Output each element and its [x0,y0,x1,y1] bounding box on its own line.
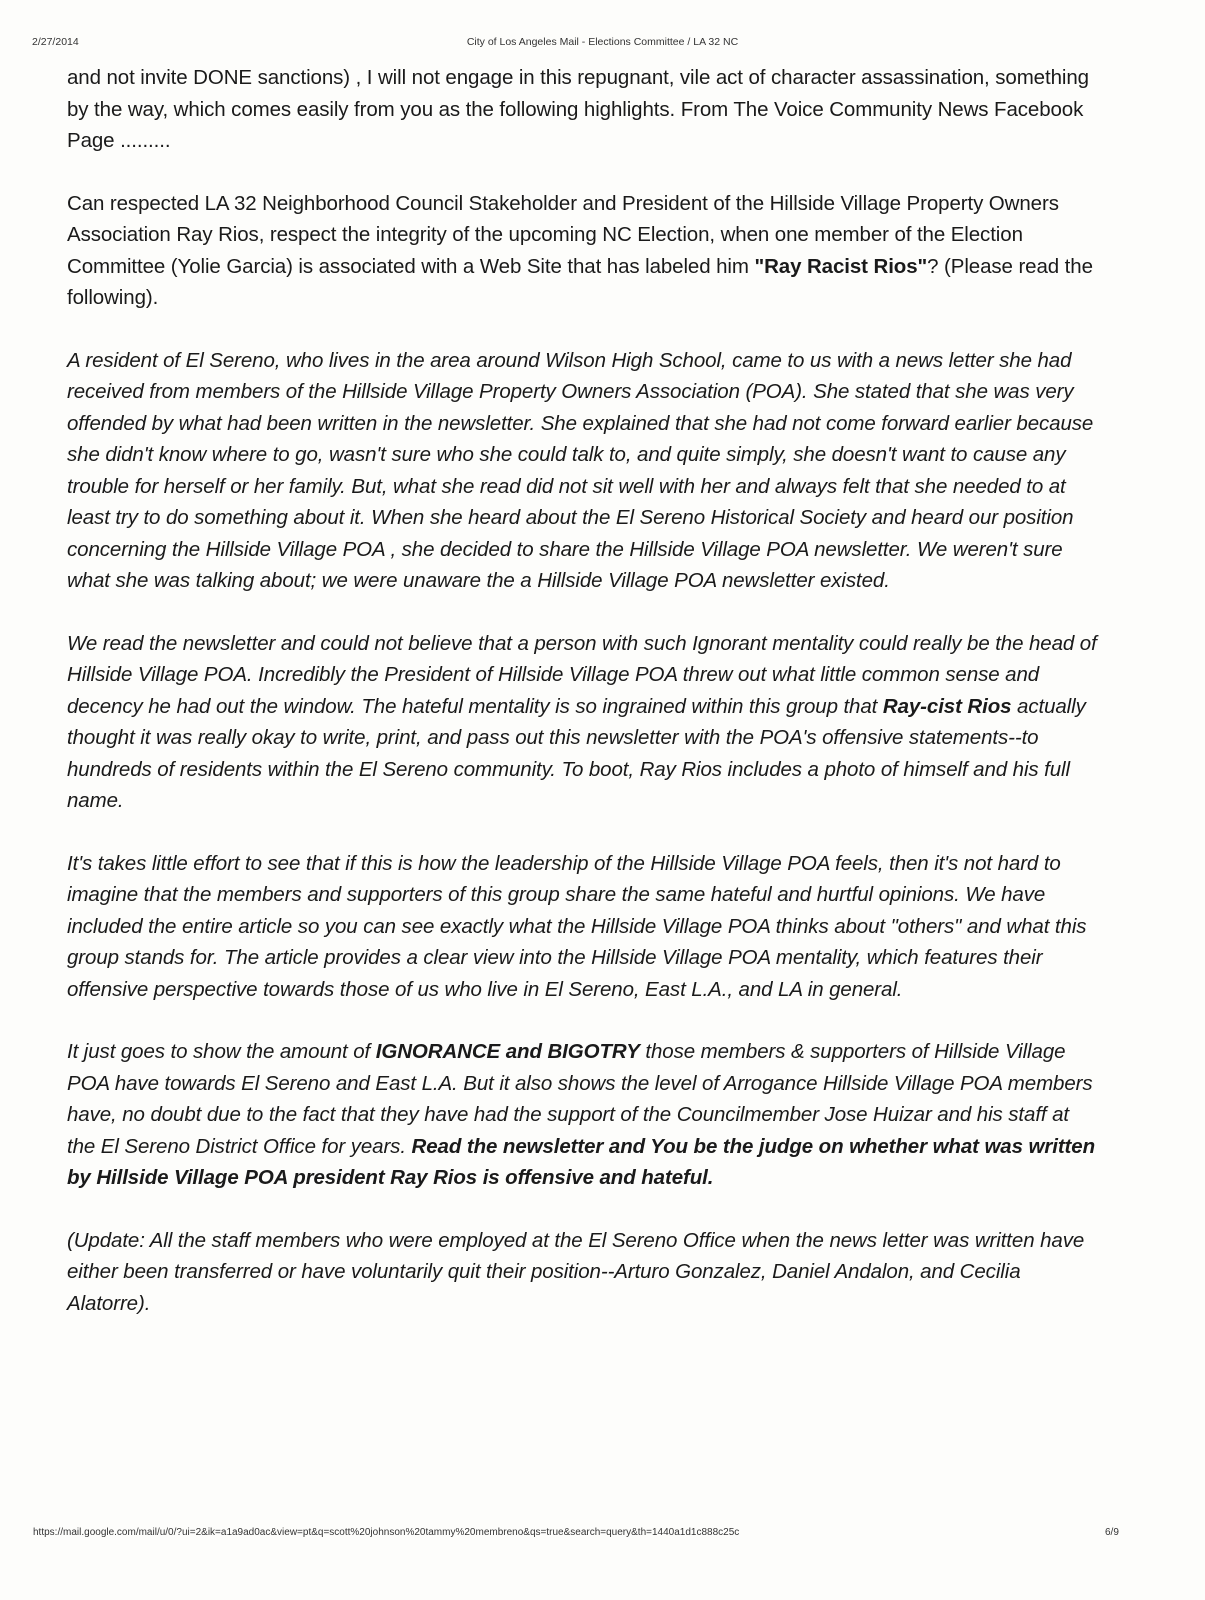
paragraph-text: and not invite DONE sanctions) , I will not engage in this repugnant, vile act of character assassination, something by the way, which comes easily from you as the following highlights. From The Voice Community News Facebook Page ......... [67,66,1089,152]
paragraph-3 [67,345,1097,597]
paragraph-2 [67,188,1097,314]
bold-conclusion: Read the newsletter and You be the judge on whether what was written by Hillside Village POA president Ray Rios is offensive and hateful. [67,1134,1096,1189]
header-date: 2/27/2014 [32,36,79,48]
footer-page-number: 6/9 [1105,1527,1119,1538]
header-title: City of Los Angeles Mail - Elections Committee / LA 32 NC [466,36,739,48]
paragraph-text: It just goes to show the amount of [67,1040,376,1063]
paragraph-6 [67,1036,1097,1194]
footer-url: https://mail.google.com/mail/u/0/?ui=2&ik=a1a9ad0ac&view=pt&q=scott%20johnson%20tammy%20membreno&qs=true&search=query&th=1440a1d1c888c25c [33,1527,740,1538]
paragraph-text: We read the newsletter and could not believe that a person with such Ignorant mentality could really be the head of Hillside Village POA. Incredibly the President of Hillside Village POA threw out what little common sense and decency he had out the window. The hateful mentality is so ingrained within this group that [67,631,1097,718]
bold-quote: "Ray Racist Rios" [754,254,928,278]
paragraph-text: ? (Please read the following). [67,254,1093,309]
paragraph-text: It's takes little effort to see that if this is how the leadership of the Hillside Village POA feels, then it's not hard to imagine that the members and supporters of this group share the same hateful and hurtful opinions. We have included the entire article so you can see exactly what the Hillside Village POA thinks about "others" and what this group stands for. The article provides a clear view into the Hillside Village POA mentality, which features their offensive perspective towards those of us who live in El Sereno, East L.A., and LA in general. [67,851,1087,1001]
paragraph-text: those members & supporters of Hillside Village POA have towards El Sereno and East L.A. But it also shows the level of Arrogance Hillside Village POA members have, no doubt due to the fact that they have had the support of the Councilmember Jose Huizar and his staff at the El Sereno District Office for years. [67,1040,1093,1158]
paragraph-4 [67,628,1097,817]
paragraph-7 [67,1225,1097,1320]
bold-name: Ray-cist Rios [882,694,1012,718]
paragraph-text: (Update: All the staff members who were employed at the El Sereno Office when the news letter was written have either been transferred or have voluntarily quit their position--Arturo Gonzalez, Daniel Andalon, and Cecilia Alatorre). [67,1228,1085,1315]
paragraph-5 [67,848,1097,1006]
paragraph-text: A resident of El Sereno, who lives in the area around Wilson High School, came to us with a news letter she had received from members of the Hillside Village Property Owners Association (POA). She stated that she was very offended by what had been written in the newsletter. She explained that she had not come forward earlier because she didn't know where to go, wasn't sure who she could talk to, and quite simply, she doesn't want to cause any trouble for herself or her family. But, what she read did not sit well with her and always felt that she needed to at least try to do something about it. When she heard about the El Sereno Historical Society and heard our position concerning the Hillside Village POA , she decided to share the Hillside Village POA newsletter. We weren't sure what she was talking about; we were unaware the a Hillside Village POA newsletter existed. [67,348,1094,592]
paragraph-text: actually thought it was really okay to write, print, and pass out this newsletter with the POA's offensive statements--to hundreds of residents within the El Sereno community. To boot, Ray Rios includes a photo of himself and his full name. [67,694,1086,812]
bold-emphasis: IGNORANCE and BIGOTRY [375,1040,640,1063]
email-body [67,62,1097,1350]
paragraph-1 [67,62,1097,157]
print-header [0,36,1205,50]
print-footer [0,1527,1205,1541]
paragraph-text: Can respected LA 32 Neighborhood Council Stakeholder and President of the Hillside Village Property Owners Association Ray Rios, respect the integrity of the upcoming NC Election, when one member of the Election Committee (Yolie Garcia) is associated with a Web Site that has labeled him [67,191,1059,278]
